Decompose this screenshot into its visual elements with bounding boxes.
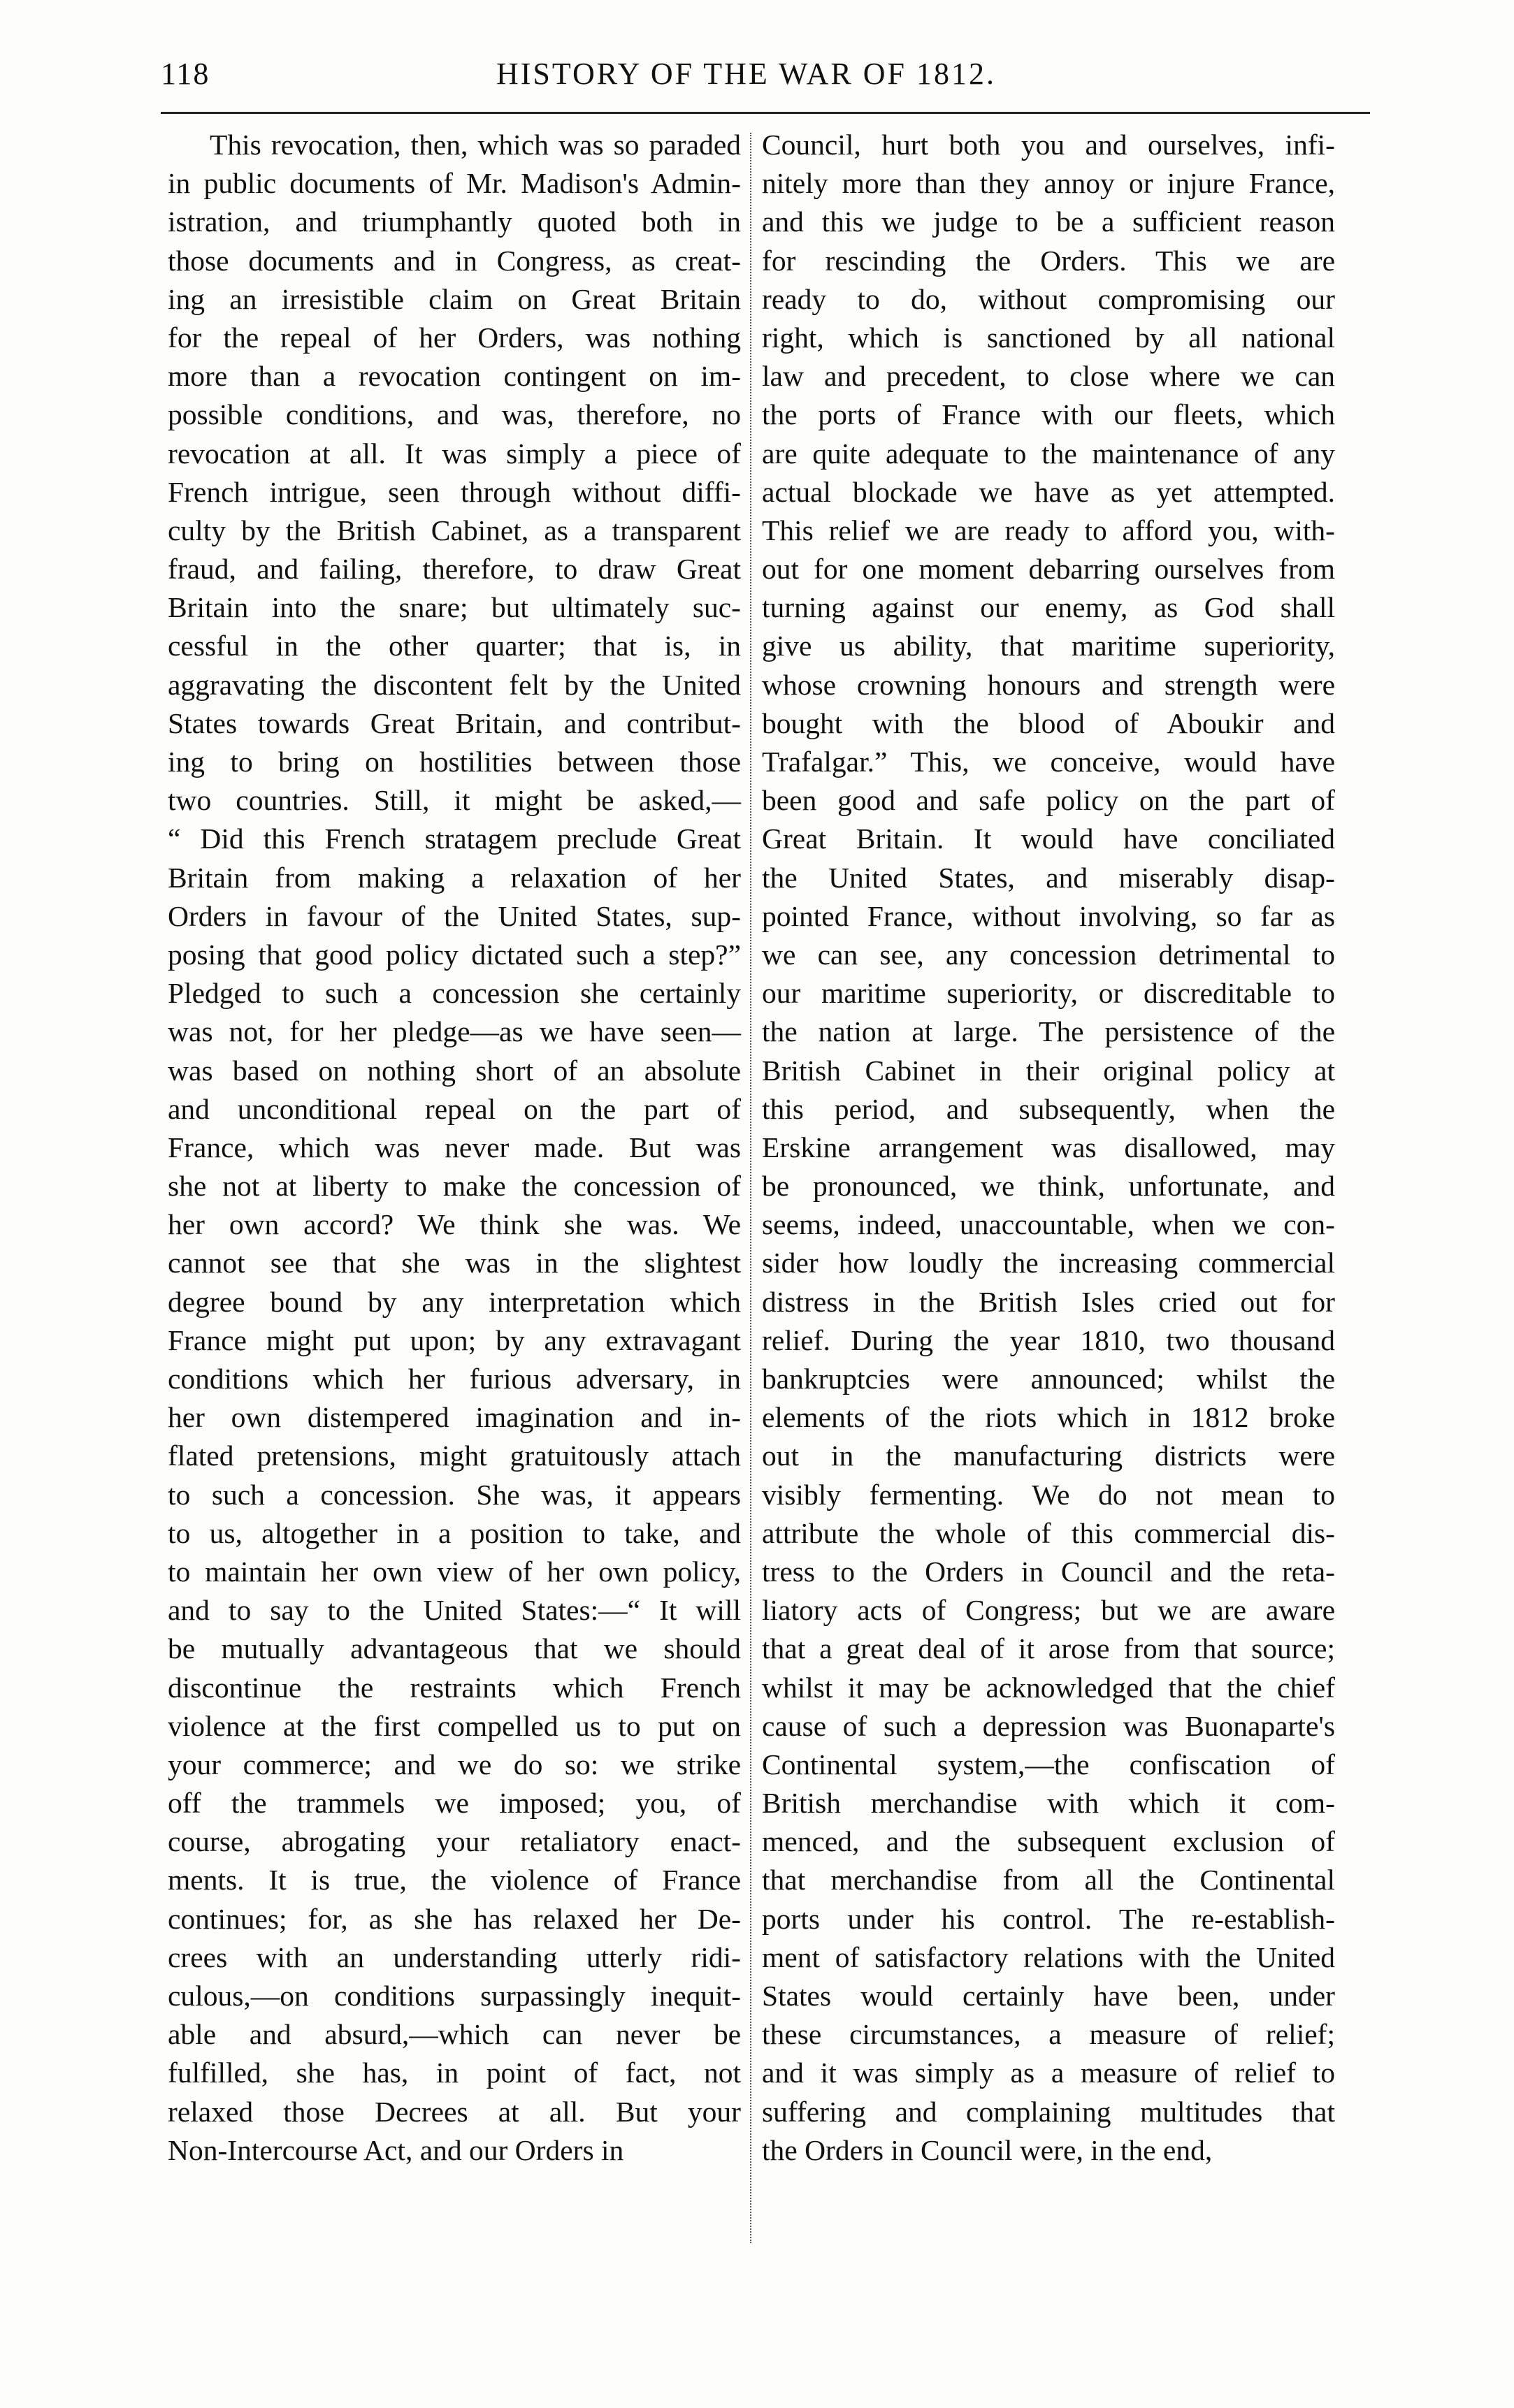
text-line: tress to the Orders in Council and the reta- xyxy=(762,1555,1335,1588)
text-line: sider how loudly the increasing commercial xyxy=(762,1247,1335,1279)
text-line: distress in the British Isles cried out for xyxy=(762,1285,1335,1318)
running-head: HISTORY OF THE WAR OF 1812. xyxy=(496,57,997,91)
text-line: the United States, and miserably disap- xyxy=(762,861,1335,894)
text-line: give us ability, that maritime superiority, xyxy=(762,630,1335,662)
text-line: bought with the blood of Aboukir and xyxy=(762,706,1335,739)
text-line: turning against our enemy, as God shall xyxy=(762,591,1335,624)
text-line: that merchandise from all the Continental xyxy=(762,1864,1335,1896)
text-line: Council, hurt both you and ourselves, infi- xyxy=(762,129,1335,161)
text-line: right, which is sanctioned by all national xyxy=(762,321,1335,354)
text-line: “ Did this French stratagem preclude Great xyxy=(168,822,741,855)
text-line: are quite adequate to the maintenance of any xyxy=(762,437,1335,470)
text-line: was based on nothing short of an absolute xyxy=(168,1054,741,1087)
text-line: be pronounced, we think, unfortunate, and xyxy=(762,1170,1335,1203)
text-line: two countries. Still, it might be asked,— xyxy=(168,784,741,817)
text-line: able and absurd,—which can never be xyxy=(168,2018,741,2051)
text-line: out in the manufacturing districts were xyxy=(762,1439,1335,1472)
text-line: violence at the first compelled us to put on xyxy=(168,1709,741,1742)
right-column xyxy=(762,126,1335,2170)
text-line: Trafalgar.” This, we conceive, would have xyxy=(762,746,1335,778)
text-line: conditions which her furious adversary, in xyxy=(168,1363,741,1395)
text-line: French intrigue, seen through without diffi- xyxy=(168,475,741,508)
text-line: the ports of France with our fleets, which xyxy=(762,398,1335,431)
text-line: this period, and subsequently, when the xyxy=(762,1092,1335,1125)
text-line: France might put upon; by any extravagant xyxy=(168,1323,741,1356)
text-line: and to say to the United States:—“ It will xyxy=(168,1594,741,1627)
text-line: the nation at large. The persistence of the xyxy=(762,1015,1335,1048)
column-divider xyxy=(750,133,751,2243)
text-line: these circumstances, a measure of relief; xyxy=(762,2018,1335,2051)
text-line: to us, altogether in a position to take, and xyxy=(168,1516,741,1549)
text-line: Non-Intercourse Act, and our Orders in xyxy=(168,2133,624,2166)
text-line: more than a revocation contingent on im- xyxy=(168,360,741,393)
text-line: ready to do, without compromising our xyxy=(762,282,1335,315)
text-line: your commerce; and we do so: we strike xyxy=(168,1748,741,1780)
text-line: States towards Great Britain, and contribut- xyxy=(168,706,741,739)
text-line: Great Britain. It would have conciliated xyxy=(762,822,1335,855)
text-line: revocation at all. It was simply a piece of xyxy=(168,437,741,470)
text-line: that a great deal of it arose from that source; xyxy=(762,1632,1335,1665)
text-line: whose crowning honours and strength were xyxy=(762,668,1335,701)
text-line: whilst it may be acknowledged that the chief xyxy=(762,1671,1335,1704)
text-line: pointed France, without involving, so far as xyxy=(762,899,1335,932)
text-line: Continental system,—the confiscation of xyxy=(762,1748,1335,1780)
text-line: ports under his control. The re-establish- xyxy=(762,1902,1335,1935)
text-line: actual blockade we have as yet attempted. xyxy=(762,475,1335,508)
text-line: for the repeal of her Orders, was nothing xyxy=(168,321,741,354)
text-line: for rescinding the Orders. This we are xyxy=(762,244,1335,277)
text-line: to such a concession. She was, it appears xyxy=(168,1478,741,1511)
text-line: those documents and in Congress, as creat- xyxy=(168,244,741,277)
text-line: continues; for, as she has relaxed her De- xyxy=(168,1902,741,1935)
text-line: cause of such a depression was Buonaparte's xyxy=(762,1709,1335,1742)
text-line: British Cabinet in their original policy at xyxy=(762,1054,1335,1087)
text-line: degree bound by any interpretation which xyxy=(168,1285,741,1318)
text-line: been good and safe policy on the part of xyxy=(762,784,1335,817)
left-column xyxy=(168,126,741,2170)
text-line: possible conditions, and was, therefore, no xyxy=(168,398,741,431)
text-line: crees with an understanding utterly ridi- xyxy=(168,1941,741,1973)
text-line: flated pretensions, might gratuitously attach xyxy=(168,1439,741,1472)
text-line: culty by the British Cabinet, as a transparent xyxy=(168,514,741,546)
text-line: the Orders in Council were, in the end, xyxy=(762,2133,1213,2166)
text-line: our maritime superiority, or discreditable to xyxy=(762,977,1335,1010)
text-line: cannot see that she was in the slightest xyxy=(168,1247,741,1279)
text-line: This revocation, then, which was so paraded xyxy=(210,129,741,161)
text-line: and it was simply as a measure of relief to xyxy=(762,2057,1335,2089)
text-line: fulfilled, she has, in point of fact, not xyxy=(168,2057,741,2089)
text-line: we can see, any concession detrimental to xyxy=(762,938,1335,971)
text-line: to maintain her own view of her own policy, xyxy=(168,1555,741,1588)
text-line: relief. During the year 1810, two thousand xyxy=(762,1323,1335,1356)
text-line: ing an irresistible claim on Great Britain xyxy=(168,282,741,315)
text-line: Britain into the snare; but ultimately suc- xyxy=(168,591,741,624)
text-line: be mutually advantageous that we should xyxy=(168,1632,741,1665)
text-line: cessful in the other quarter; that is, in xyxy=(168,630,741,662)
text-line: discontinue the restraints which French xyxy=(168,1671,741,1704)
page-header xyxy=(161,56,1370,105)
text-line: liatory acts of Congress; but we are aware xyxy=(762,1594,1335,1627)
text-line: in public documents of Mr. Madison's Admin- xyxy=(168,167,741,200)
text-line: ments. It is true, the violence of France xyxy=(168,1864,741,1896)
text-line: States would certainly have been, under xyxy=(762,1980,1335,2012)
text-line: course, abrogating your retaliatory enact- xyxy=(168,1825,741,1858)
text-line: suffering and complaining multitudes that xyxy=(762,2095,1335,2128)
text-line: Britain from making a relaxation of her xyxy=(168,861,741,894)
header-rule xyxy=(161,112,1370,114)
text-line: seems, indeed, unaccountable, when we con- xyxy=(762,1208,1335,1241)
text-line: off the trammels we imposed; you, of xyxy=(168,1787,741,1820)
text-line: relaxed those Decrees at all. But your xyxy=(168,2095,741,2128)
text-line: bankruptcies were announced; whilst the xyxy=(762,1363,1335,1395)
text-line: ment of satisfactory relations with the United xyxy=(762,1941,1335,1973)
text-line: aggravating the discontent felt by the United xyxy=(168,668,741,701)
text-line: This relief we are ready to afford you, with- xyxy=(762,514,1335,546)
text-line: attribute the whole of this commercial dis- xyxy=(762,1516,1335,1549)
text-line: posing that good policy dictated such a step?” xyxy=(168,938,741,971)
text-line: istration, and triumphantly quoted both in xyxy=(168,205,741,238)
text-line: ing to bring on hostilities between those xyxy=(168,746,741,778)
text-line: and unconditional repeal on the part of xyxy=(168,1092,741,1125)
text-line: Orders in favour of the United States, sup- xyxy=(168,899,741,932)
text-line: Pledged to such a concession she certainly xyxy=(168,977,741,1010)
text-line: fraud, and failing, therefore, to draw Great xyxy=(168,553,741,586)
text-line: out for one moment debarring ourselves from xyxy=(762,553,1335,586)
text-line: elements of the riots which in 1812 broke xyxy=(762,1401,1335,1434)
text-line: France, which was never made. But was xyxy=(168,1131,741,1163)
text-line: visibly fermenting. We do not mean to xyxy=(762,1478,1335,1511)
text-line: nitely more than they annoy or injure France, xyxy=(762,167,1335,200)
text-line: law and precedent, to close where we can xyxy=(762,360,1335,393)
text-line: her own distempered imagination and in- xyxy=(168,1401,741,1434)
text-line: and this we judge to be a sufficient reason xyxy=(762,205,1335,238)
text-line: she not at liberty to make the concession of xyxy=(168,1170,741,1203)
text-line: Erskine arrangement was disallowed, may xyxy=(762,1131,1335,1163)
text-line: British merchandise with which it com- xyxy=(762,1787,1335,1820)
page-number: 118 xyxy=(161,57,210,91)
text-line: culous,—on conditions surpassingly inequit- xyxy=(168,1980,741,2012)
text-line: her own accord? We think she was. We xyxy=(168,1208,741,1241)
text-line: was not, for her pledge—as we have seen— xyxy=(168,1015,741,1048)
text-line: menced, and the subsequent exclusion of xyxy=(762,1825,1335,1858)
